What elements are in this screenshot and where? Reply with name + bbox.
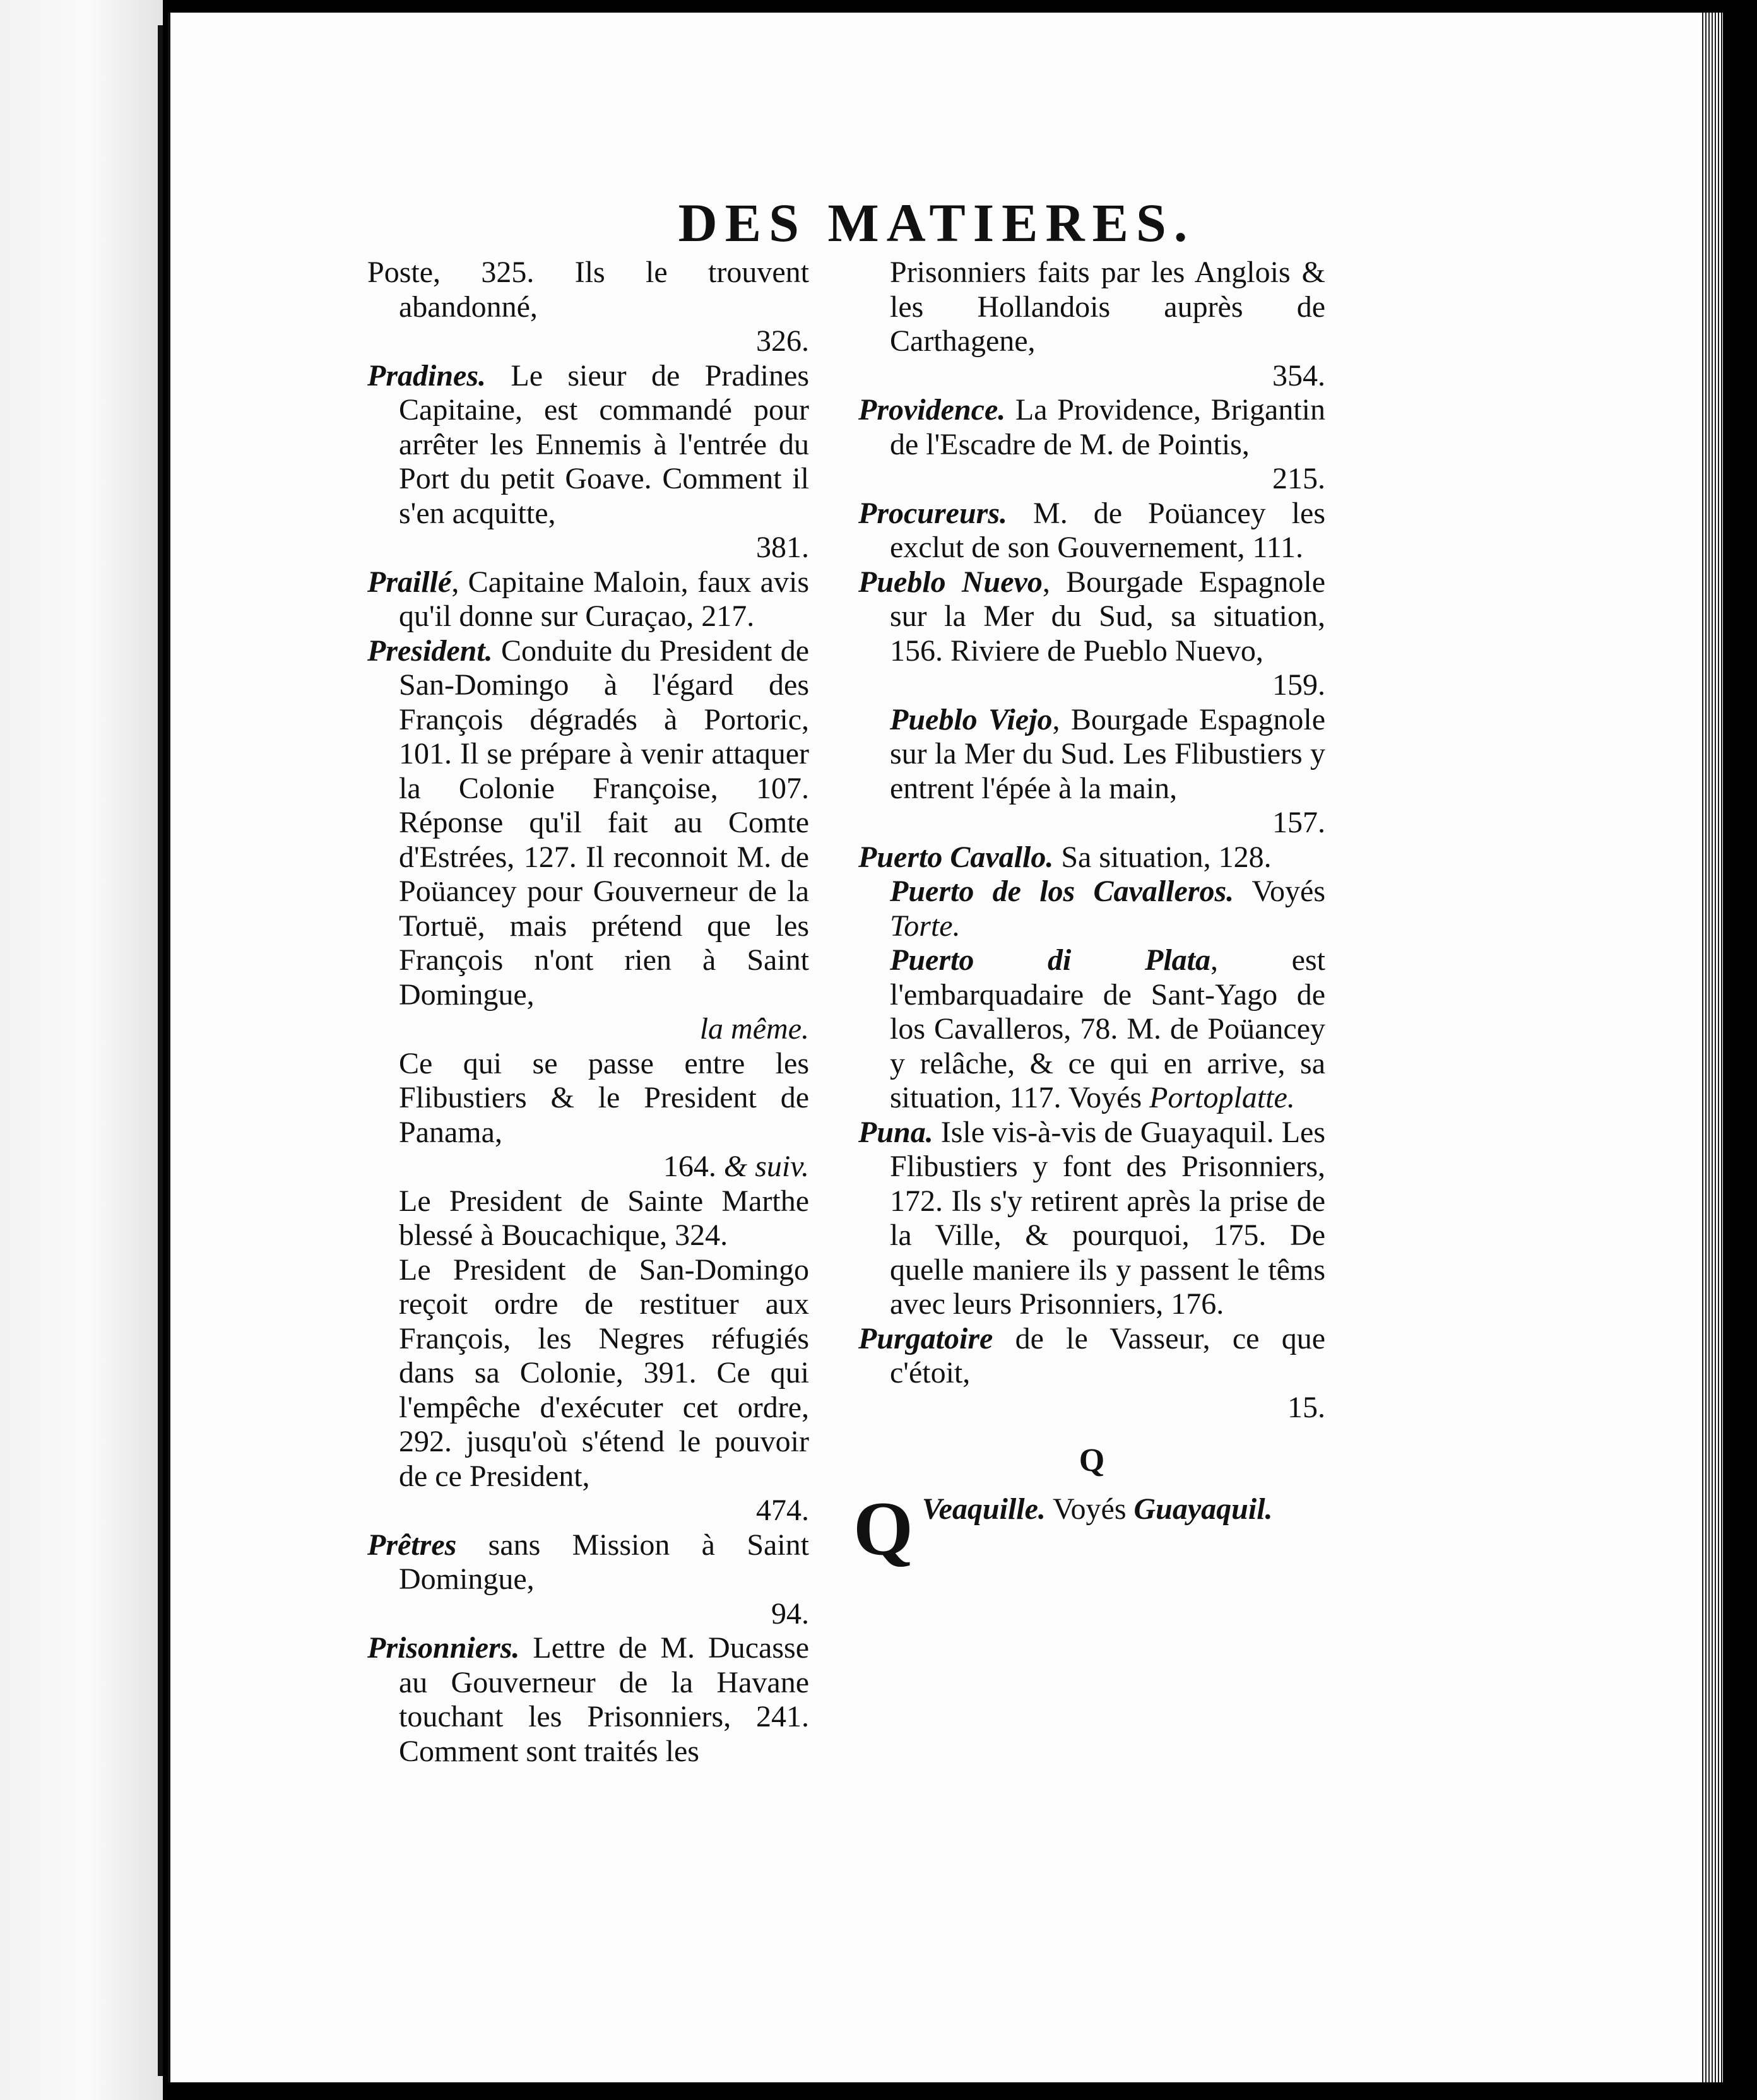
index-entry [367, 1631, 809, 1769]
entry-keyword: Prisonniers. [367, 1631, 520, 1665]
index-entry [858, 497, 1325, 565]
page-number: 474. [756, 1494, 809, 1527]
index-column-left [367, 256, 809, 1769]
entry-keyword: Providence. [858, 393, 1006, 427]
index-entry [858, 1322, 1325, 1425]
index-entry [858, 875, 1325, 943]
entry-text: Conduite du President de San-Domingo à l'égard des François dégradés à Portoric, 101. Il se prépare à venir attaquer la Colonie Françoise, 107. Réponse qu'il fait au Comte d'Estrées, 127. Il reconnoit M. de Poüancey pour Gouverneur de la Tortuë, mais prétend que les François n'ont rien à Saint Domingue, [399, 634, 809, 1012]
entry-crossref: Guayaquil. [1133, 1492, 1273, 1526]
entry-page-ref [890, 668, 1325, 703]
section-letter: Q [1079, 1442, 1105, 1478]
entry-text: La Providence, Brigantin de l'Escadre de M. de Pointis, [890, 393, 1325, 461]
entry-keyword: Purgatoire [858, 1321, 993, 1355]
index-entry [367, 565, 809, 634]
page-number: 159. [1272, 668, 1325, 702]
entry-page-ref [890, 806, 1325, 841]
page-number: 164. [663, 1150, 716, 1183]
entry-keyword: President. [367, 634, 493, 668]
entry-page-ref [399, 1597, 809, 1632]
entry-page-ref [890, 462, 1325, 497]
entry-keyword: Veaquille. [921, 1492, 1046, 1526]
entry-text: Prisonniers faits par les Anglois & les Hollandois auprès de Carthagene, [890, 256, 1325, 358]
entry-text: Le sieur de Pradines Capitaine, est commandé pour arrêter les Ennemis à l'entrée du Port du petit Goave. Comment il s'en acquitte, [399, 358, 809, 530]
index-entry [853, 1485, 1325, 1571]
scan-border-right [1723, 13, 1757, 2082]
entry-page-ref [890, 1391, 1325, 1425]
entry-text: Sa situation, 128. [1053, 840, 1272, 874]
scan-border-top [163, 0, 1757, 13]
entry-page-ref [399, 531, 809, 565]
entry-text: Lettre de M. Ducasse au Gouverneur de la Havane touchant les Prisonniers, 241. Comment sont traités les [399, 1631, 809, 1768]
entry-text: , est l'embarquadaire de Sant-Yago de los Cavalleros, 78. M. de Poüancey y relâche, & ce qui en arrive, sa situation, 117. Voyés [890, 943, 1325, 1114]
page-number: 157. [1272, 806, 1325, 839]
entry-crossref: Torte. [890, 909, 961, 943]
entry-page-ref [399, 1494, 809, 1528]
index-entry [858, 393, 1325, 497]
index-entry [367, 256, 809, 359]
entry-keyword: Puerto de los Cavalleros. [890, 875, 1234, 908]
index-entry [858, 841, 1325, 875]
index-entry [858, 1116, 1325, 1322]
entry-text: Le President de San-Domingo reçoit ordre de restituer aux François, les Negres réfugiés dans sa Colonie, 391. Ce qui l'empêche d'exécuter cet ordre, 292. jusqu'où s'étend le pouvoir de ce President, [399, 1253, 809, 1493]
page-number: 94. [771, 1596, 809, 1631]
index-entry [858, 565, 1325, 703]
entry-keyword: Procureurs. [858, 496, 1008, 530]
entry-text: , Bourgade Espagnole sur la Mer du Sud. Les Flibustiers y entrent l'épée à la main, [890, 702, 1325, 805]
facing-page-edge [0, 0, 163, 2100]
index-entry [367, 1184, 809, 1253]
entry-keyword: Prêtres [367, 1528, 457, 1562]
entry-page-ref [399, 1150, 809, 1184]
page-number: 326. [756, 324, 809, 358]
page-number: 15. [1287, 1390, 1325, 1424]
entry-page-ref [890, 359, 1325, 394]
index-entry [858, 943, 1325, 1116]
page-number: 215. [1272, 462, 1325, 495]
entry-keyword: Pueblo Nuevo [858, 565, 1043, 599]
page-number: la même. [699, 1012, 809, 1046]
page-stack-edge [1700, 13, 1723, 2082]
entry-text: Poste, 325. Ils le trouvent abandonné, [367, 256, 809, 324]
entry-text: Ce qui se passe entre les Flibustiers & le President de Panama, [399, 1046, 809, 1149]
entry-text: Le President de Sainte Marthe blessé à Boucachique, 324. [399, 1184, 809, 1252]
entry-text: , Capitaine Maloin, faux avis qu'il donne sur Curaçao, 217. [399, 565, 809, 633]
drop-cap: Q [853, 1485, 913, 1571]
index-entry [858, 703, 1325, 841]
index-entry [367, 359, 809, 565]
book-page [168, 13, 1703, 2082]
entry-keyword: Puerto Cavallo. [858, 840, 1054, 874]
entry-keyword: Puerto di Plata [890, 943, 1210, 977]
entry-keyword: Pradines. [367, 358, 487, 392]
entry-text: Voyés [1234, 875, 1326, 908]
entry-text: , Bourgade Espagnole sur la Mer du Sud, sa situation, 156. Riviere de Pueblo Nuevo, [890, 565, 1326, 668]
index-entry [367, 1047, 809, 1184]
entry-keyword: Pueblo Viejo [890, 702, 1053, 736]
page-number: 354. [1272, 358, 1325, 392]
entry-text: M. de Poüancey les exclut de son Gouvernement, 111. [890, 496, 1325, 564]
entry-page-ref [399, 1012, 809, 1047]
entry-keyword: Puna. [858, 1115, 933, 1149]
index-entry [367, 634, 809, 1047]
index-entry [367, 1253, 809, 1528]
page-number: 381. [756, 531, 809, 564]
entry-crossref: Portoplatte. [1149, 1081, 1295, 1114]
index-column-right [853, 256, 1326, 1571]
page-heading: DES MATIERES. [678, 192, 1195, 253]
entry-text: Isle vis-à-vis de Guayaquil. Les Flibustiers y font des Prisonniers, 172. Ils s'y retirent après la prise de la Ville, & pourquoi, 175. De quelle maniere ils y passent le têms avec leurs Prisonniers, 176. [890, 1115, 1325, 1321]
page-number-suffix: & suiv. [723, 1150, 809, 1183]
entry-text: sans Mission à Saint Domingue, [399, 1528, 809, 1596]
entry-page-ref [399, 324, 809, 359]
entry-text: Voyés [1045, 1492, 1134, 1526]
index-entry [367, 1528, 809, 1632]
entry-text: de le Vasseur, ce que c'étoit, [890, 1321, 1325, 1389]
index-entry [858, 256, 1325, 393]
entry-keyword: Praillé [367, 565, 452, 599]
